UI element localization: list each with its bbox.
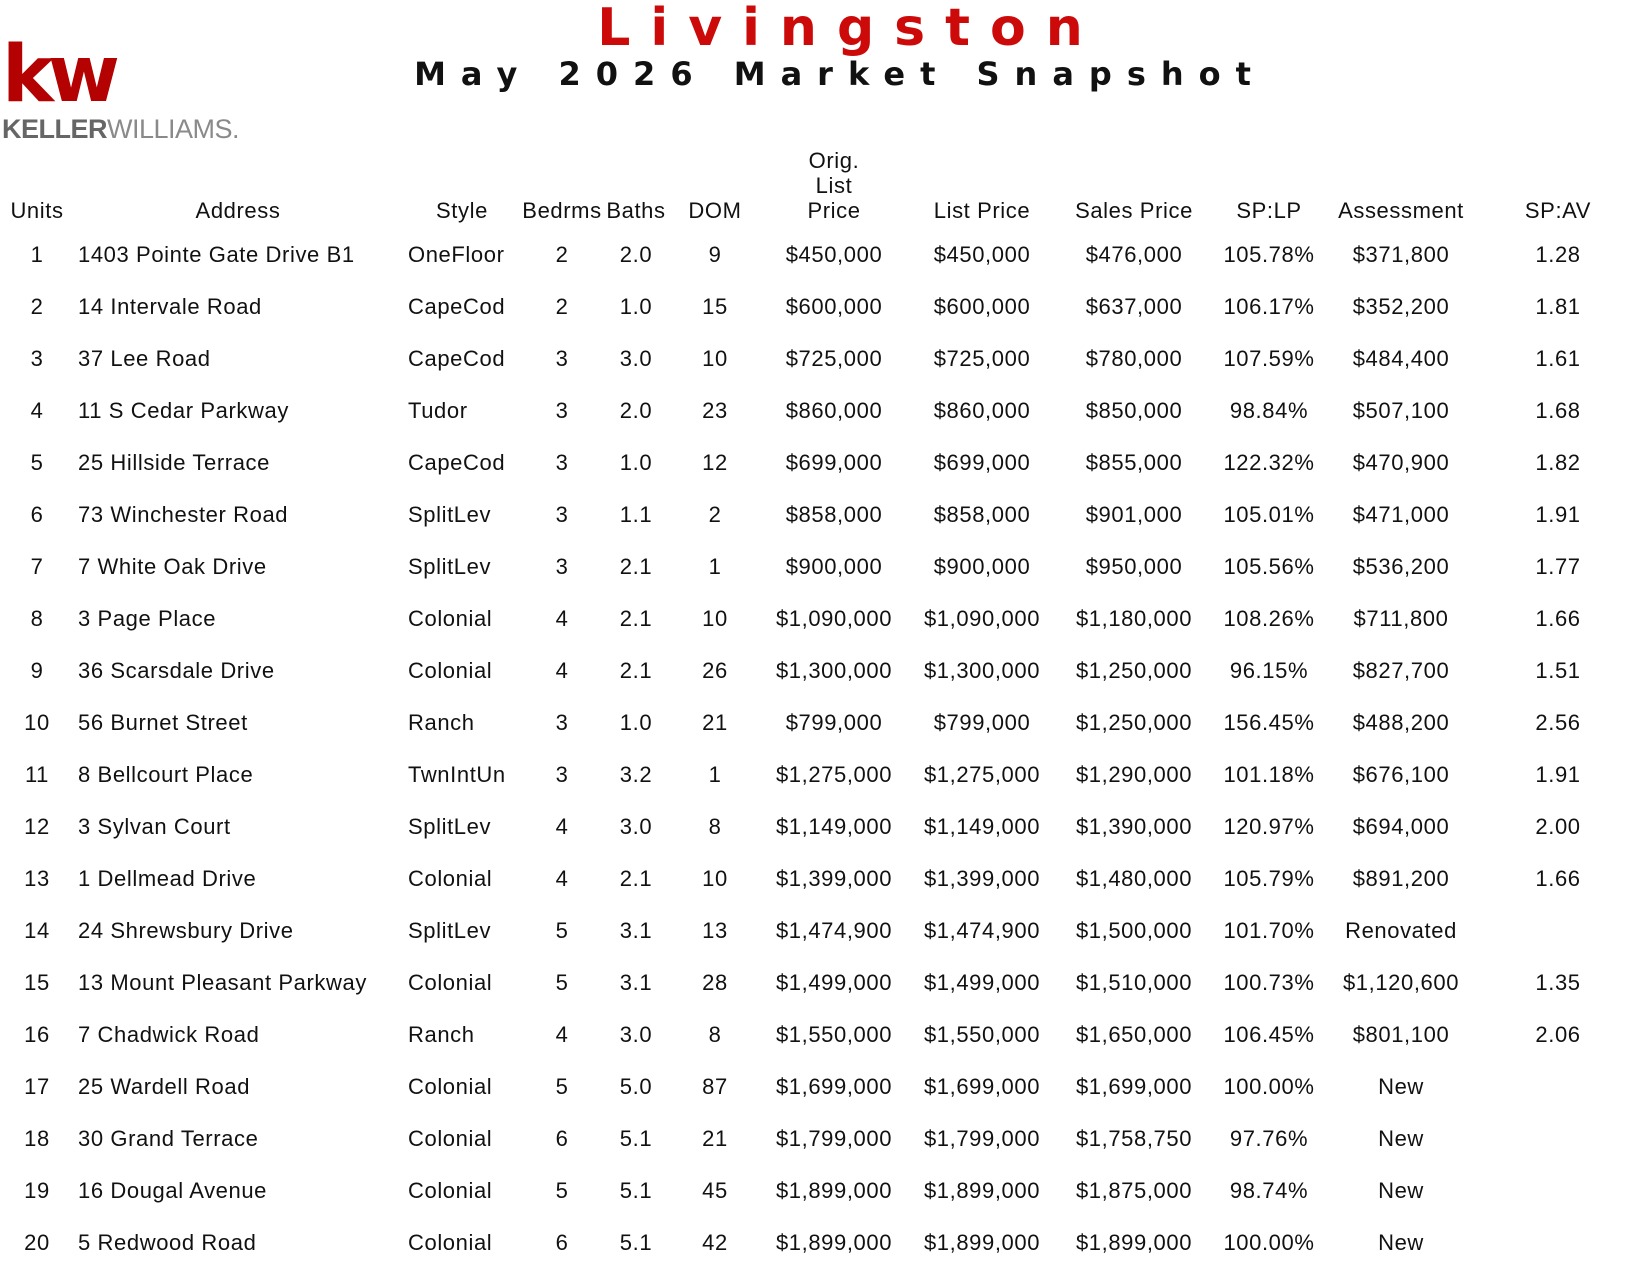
- cell-bedrooms: 3: [555, 398, 569, 423]
- cell-sp-lp: 120.97%: [1223, 814, 1315, 839]
- cell-bedrooms: 3: [555, 554, 569, 579]
- cell-sp-av: 2.00: [1535, 814, 1581, 839]
- cell-address: 25 Wardell Road: [78, 1074, 251, 1099]
- cell-baths: 2.1: [619, 866, 653, 891]
- cell-bedrooms: 3: [555, 762, 569, 787]
- cell-sales-price: $780,000: [1085, 346, 1183, 371]
- cell-address: 1403 Pointe Gate Drive B1: [78, 242, 355, 267]
- cell-baths: 2.1: [619, 606, 653, 631]
- cell-baths: 2.1: [619, 658, 653, 683]
- cell-sp-av: [1476, 1061, 1640, 1113]
- cell-baths: 5.1: [619, 1178, 653, 1203]
- cell-bedrooms: 3: [555, 346, 569, 371]
- cell-sales-price: $1,699,000: [1075, 1074, 1193, 1099]
- cell-address: 25 Hillside Terrace: [78, 450, 270, 475]
- cell-units: 9: [30, 658, 44, 683]
- cell-sp-lp: 156.45%: [1223, 710, 1315, 735]
- col-header-sales-price: Sales Price: [1075, 198, 1193, 223]
- cell-units: 15: [24, 970, 50, 995]
- cell-dom: 10: [702, 346, 728, 371]
- cell-dom: 23: [702, 398, 728, 423]
- cell-list-price: $900,000: [933, 554, 1031, 579]
- cell-address: 14 Intervale Road: [78, 294, 262, 319]
- cell-style: Ranch: [408, 1022, 475, 1047]
- col-header-orig-list-price: Orig. List Price: [807, 148, 861, 223]
- col-header-dom: DOM: [688, 198, 742, 223]
- table-row: [0, 541, 1640, 593]
- cell-style: CapeCod: [408, 450, 506, 475]
- cell-orig-list-price: $699,000: [785, 450, 883, 475]
- cell-assessment: $471,000: [1352, 502, 1450, 527]
- cell-bedrooms: 6: [555, 1126, 569, 1151]
- cell-sales-price: $1,180,000: [1075, 606, 1193, 631]
- cell-baths: 3.2: [619, 762, 653, 787]
- cell-sales-price: $1,875,000: [1075, 1178, 1193, 1203]
- cell-sp-av: 1.91: [1535, 502, 1581, 527]
- cell-address: 1 Dellmead Drive: [78, 866, 257, 891]
- cell-sales-price: $637,000: [1085, 294, 1183, 319]
- cell-orig-list-price: $1,300,000: [775, 658, 893, 683]
- cell-address: 16 Dougal Avenue: [78, 1178, 268, 1203]
- cell-units: 12: [24, 814, 50, 839]
- cell-sales-price: $1,250,000: [1075, 710, 1193, 735]
- cell-address: 11 S Cedar Parkway: [78, 398, 289, 423]
- cell-sales-price: $901,000: [1085, 502, 1183, 527]
- cell-units: 4: [30, 398, 44, 423]
- cell-baths: 5.1: [619, 1126, 653, 1151]
- cell-sp-av: 2.06: [1535, 1022, 1581, 1047]
- cell-sp-lp: 98.84%: [1229, 398, 1309, 423]
- cell-sp-lp: 96.15%: [1229, 658, 1309, 683]
- cell-bedrooms: 4: [555, 1022, 569, 1047]
- cell-sales-price: $855,000: [1085, 450, 1183, 475]
- cell-units: 8: [30, 606, 44, 631]
- cell-orig-list-price: $1,699,000: [775, 1074, 893, 1099]
- cell-dom: 13: [702, 918, 728, 943]
- cell-baths: 2.1: [619, 554, 653, 579]
- cell-list-price: $1,300,000: [923, 658, 1041, 683]
- cell-sp-lp: 100.73%: [1223, 970, 1315, 995]
- cell-assessment: $676,100: [1352, 762, 1450, 787]
- table-row: [0, 281, 1640, 333]
- cell-sp-lp: 105.56%: [1223, 554, 1315, 579]
- cell-bedrooms: 2: [555, 242, 569, 267]
- cell-sales-price: $1,290,000: [1075, 762, 1193, 787]
- cell-bedrooms: 2: [555, 294, 569, 319]
- cell-baths: 3.1: [619, 918, 653, 943]
- page-subtitle: May 2026 Market Snapshot: [414, 55, 1266, 93]
- cell-sales-price: $1,899,000: [1075, 1230, 1193, 1255]
- cell-sales-price: $1,390,000: [1075, 814, 1193, 839]
- cell-address: 3 Page Place: [78, 606, 217, 631]
- cell-orig-list-price: $1,090,000: [775, 606, 893, 631]
- cell-assessment: $352,200: [1352, 294, 1450, 319]
- cell-sp-lp: 122.32%: [1223, 450, 1315, 475]
- cell-units: 14: [24, 918, 50, 943]
- cell-assessment: $711,800: [1353, 606, 1449, 631]
- cell-bedrooms: 5: [555, 1074, 569, 1099]
- cell-list-price: $1,899,000: [923, 1178, 1041, 1203]
- cell-units: 17: [24, 1074, 50, 1099]
- table-row: [0, 385, 1640, 437]
- col-header-baths: Baths: [606, 198, 666, 223]
- cell-style: CapeCod: [408, 346, 506, 371]
- cell-sp-av: [1476, 905, 1640, 957]
- cell-units: 2: [30, 294, 44, 319]
- cell-bedrooms: 3: [555, 710, 569, 735]
- table-row: [0, 957, 1640, 1009]
- cell-baths: 5.1: [619, 1230, 653, 1255]
- cell-units: 6: [30, 502, 44, 527]
- col-header-bedrooms: Bedrms: [522, 198, 602, 223]
- cell-sales-price: $476,000: [1085, 242, 1183, 267]
- cell-address: 3 Sylvan Court: [78, 814, 231, 839]
- table-row: [0, 1009, 1640, 1061]
- cell-orig-list-price: $725,000: [785, 346, 883, 371]
- cell-style: SplitLev: [408, 554, 492, 579]
- cell-style: Colonial: [408, 606, 493, 631]
- cell-units: 3: [30, 346, 44, 371]
- cell-sp-av: 1.66: [1535, 866, 1581, 891]
- cell-orig-list-price: $900,000: [785, 554, 883, 579]
- table-row: [0, 697, 1640, 749]
- table-row: [0, 593, 1640, 645]
- cell-list-price: $725,000: [933, 346, 1031, 371]
- cell-dom: 9: [708, 242, 722, 267]
- cell-sales-price: $1,510,000: [1075, 970, 1193, 995]
- cell-orig-list-price: $1,399,000: [775, 866, 893, 891]
- market-snapshot-table: [0, 148, 1640, 1269]
- cell-dom: 10: [702, 866, 728, 891]
- cell-sp-lp: 97.76%: [1229, 1126, 1309, 1151]
- cell-sales-price: $1,480,000: [1075, 866, 1193, 891]
- table-row: [0, 905, 1640, 957]
- cell-orig-list-price: $1,499,000: [775, 970, 893, 995]
- cell-sales-price: $1,758,750: [1075, 1126, 1193, 1151]
- cell-sales-price: $850,000: [1085, 398, 1183, 423]
- table-row: [0, 1217, 1640, 1269]
- cell-units: 16: [24, 1022, 50, 1047]
- cell-assessment: $507,100: [1352, 398, 1450, 423]
- cell-dom: 12: [702, 450, 728, 475]
- cell-baths: 3.0: [619, 346, 653, 371]
- table-row: [0, 1113, 1640, 1165]
- cell-bedrooms: 3: [555, 502, 569, 527]
- kw-logo-mark: kw: [2, 30, 114, 120]
- cell-assessment: New: [1378, 1126, 1424, 1151]
- cell-assessment: $891,200: [1352, 866, 1450, 891]
- cell-units: 19: [24, 1178, 50, 1203]
- cell-orig-list-price: $1,149,000: [775, 814, 893, 839]
- col-header-units: Units: [10, 198, 64, 223]
- cell-orig-list-price: $1,899,000: [775, 1230, 893, 1255]
- table-row: [0, 1061, 1640, 1113]
- cell-orig-list-price: $858,000: [785, 502, 883, 527]
- cell-list-price: $1,550,000: [923, 1022, 1041, 1047]
- col-header-sp-lp: SP:LP: [1236, 198, 1302, 223]
- cell-sales-price: $1,250,000: [1075, 658, 1193, 683]
- cell-units: 10: [24, 710, 50, 735]
- cell-address: 7 White Oak Drive: [78, 554, 267, 579]
- cell-list-price: $799,000: [933, 710, 1031, 735]
- cell-list-price: $1,899,000: [923, 1230, 1041, 1255]
- cell-sp-lp: 106.45%: [1223, 1022, 1315, 1047]
- cell-orig-list-price: $1,474,900: [775, 918, 893, 943]
- cell-sp-av: [1476, 1113, 1640, 1165]
- cell-sp-lp: 107.59%: [1223, 346, 1315, 371]
- cell-units: 18: [24, 1126, 50, 1151]
- cell-dom: 21: [702, 1126, 728, 1151]
- cell-bedrooms: 4: [555, 866, 569, 891]
- cell-address: 36 Scarsdale Drive: [78, 658, 275, 683]
- cell-assessment: New: [1378, 1074, 1424, 1099]
- cell-dom: 8: [708, 814, 722, 839]
- table-row: [0, 749, 1640, 801]
- cell-sp-av: 1.82: [1535, 450, 1581, 475]
- cell-list-price: $600,000: [933, 294, 1031, 319]
- cell-bedrooms: 4: [555, 658, 569, 683]
- cell-assessment: New: [1378, 1178, 1424, 1203]
- cell-sp-av: 1.28: [1535, 242, 1581, 267]
- cell-baths: 1.0: [619, 294, 653, 319]
- cell-orig-list-price: $1,799,000: [775, 1126, 893, 1151]
- cell-list-price: $1,149,000: [923, 814, 1041, 839]
- cell-sp-lp: 98.74%: [1229, 1178, 1309, 1203]
- cell-style: SplitLev: [408, 918, 492, 943]
- table-row: [0, 645, 1640, 697]
- cell-orig-list-price: $1,899,000: [775, 1178, 893, 1203]
- table-row: [0, 437, 1640, 489]
- cell-assessment: $827,700: [1352, 658, 1450, 683]
- cell-orig-list-price: $860,000: [785, 398, 883, 423]
- cell-assessment: $536,200: [1352, 554, 1450, 579]
- cell-sales-price: $950,000: [1085, 554, 1183, 579]
- cell-dom: 21: [702, 710, 728, 735]
- cell-style: Colonial: [408, 866, 493, 891]
- cell-bedrooms: 4: [555, 814, 569, 839]
- wordmark-williams: WILLIAMS.: [107, 114, 240, 144]
- cell-units: 5: [30, 450, 44, 475]
- cell-sp-av: 2.56: [1535, 710, 1581, 735]
- cell-baths: 2.0: [619, 242, 653, 267]
- cell-list-price: $1,799,000: [923, 1126, 1041, 1151]
- cell-sp-lp: 106.17%: [1223, 294, 1315, 319]
- table-row: [0, 333, 1640, 385]
- cell-dom: 87: [702, 1074, 728, 1099]
- cell-units: 20: [24, 1230, 50, 1255]
- col-header-style: Style: [436, 198, 488, 223]
- cell-style: Colonial: [408, 1230, 493, 1255]
- page-title: Livingston: [597, 0, 1103, 58]
- cell-style: SplitLev: [408, 502, 492, 527]
- cell-dom: 15: [702, 294, 728, 319]
- cell-list-price: $1,399,000: [923, 866, 1041, 891]
- table-row: [0, 229, 1640, 281]
- cell-baths: 2.0: [619, 398, 653, 423]
- cell-dom: 8: [708, 1022, 722, 1047]
- cell-units: 1: [30, 242, 44, 267]
- table-row: [0, 853, 1640, 905]
- cell-style: SplitLev: [408, 814, 492, 839]
- cell-baths: 3.0: [619, 814, 653, 839]
- table-body: [0, 229, 1640, 1269]
- cell-assessment: $371,800: [1352, 242, 1450, 267]
- cell-dom: 45: [702, 1178, 728, 1203]
- cell-sp-av: 1.51: [1535, 658, 1581, 683]
- cell-sp-lp: 105.01%: [1223, 502, 1315, 527]
- cell-bedrooms: 4: [555, 606, 569, 631]
- cell-baths: 1.1: [619, 502, 653, 527]
- cell-orig-list-price: $600,000: [785, 294, 883, 319]
- cell-list-price: $699,000: [933, 450, 1031, 475]
- cell-style: Ranch: [408, 710, 475, 735]
- cell-dom: 2: [708, 502, 722, 527]
- table-row: [0, 489, 1640, 541]
- cell-address: 73 Winchester Road: [78, 502, 289, 527]
- cell-sp-av: 1.91: [1535, 762, 1581, 787]
- col-header-list-price: List Price: [933, 198, 1031, 223]
- cell-units: 13: [24, 866, 50, 891]
- cell-sp-lp: 105.79%: [1223, 866, 1315, 891]
- cell-style: Colonial: [408, 970, 493, 995]
- cell-dom: 10: [702, 606, 728, 631]
- cell-sp-av: 1.66: [1535, 606, 1581, 631]
- cell-address: 7 Chadwick Road: [78, 1022, 260, 1047]
- cell-address: 24 Shrewsbury Drive: [78, 918, 294, 943]
- cell-sp-av: [1476, 1217, 1640, 1269]
- cell-style: CapeCod: [408, 294, 506, 319]
- cell-units: 11: [24, 762, 50, 787]
- cell-list-price: $858,000: [933, 502, 1031, 527]
- cell-list-price: $1,699,000: [923, 1074, 1041, 1099]
- cell-sales-price: $1,500,000: [1075, 918, 1193, 943]
- cell-list-price: $1,275,000: [923, 762, 1041, 787]
- cell-dom: 42: [702, 1230, 728, 1255]
- cell-style: OneFloor: [408, 242, 505, 267]
- cell-style: Colonial: [408, 658, 493, 683]
- cell-dom: 1: [708, 554, 722, 579]
- cell-list-price: $450,000: [933, 242, 1031, 267]
- table-row: [0, 1165, 1640, 1217]
- cell-baths: 5.0: [619, 1074, 653, 1099]
- cell-sp-lp: 101.18%: [1223, 762, 1315, 787]
- wordmark-keller: KELLER: [2, 114, 107, 144]
- cell-sp-lp: 105.78%: [1223, 242, 1315, 267]
- cell-list-price: $1,090,000: [923, 606, 1041, 631]
- cell-sp-av: 1.77: [1535, 554, 1581, 579]
- cell-orig-list-price: $450,000: [785, 242, 883, 267]
- cell-baths: 1.0: [619, 710, 653, 735]
- cell-address: 8 Bellcourt Place: [78, 762, 254, 787]
- cell-sp-av: [1476, 1165, 1640, 1217]
- cell-orig-list-price: $799,000: [785, 710, 883, 735]
- col-header-address: Address: [195, 198, 281, 223]
- cell-baths: 3.0: [619, 1022, 653, 1047]
- cell-address: 37 Lee Road: [78, 346, 211, 371]
- cell-style: Colonial: [408, 1178, 493, 1203]
- cell-assessment: $1,120,600: [1342, 970, 1460, 995]
- cell-address: 56 Burnet Street: [78, 710, 248, 735]
- cell-dom: 1: [708, 762, 722, 787]
- cell-baths: 1.0: [619, 450, 653, 475]
- table-header-row: [0, 148, 1640, 229]
- cell-assessment: Renovated: [1345, 918, 1457, 943]
- keller-williams-wordmark: [2, 114, 239, 144]
- cell-bedrooms: 5: [555, 970, 569, 995]
- cell-sales-price: $1,650,000: [1075, 1022, 1193, 1047]
- cell-sp-lp: 100.00%: [1223, 1230, 1315, 1255]
- cell-list-price: $860,000: [933, 398, 1031, 423]
- cell-sp-lp: 100.00%: [1223, 1074, 1315, 1099]
- keller-williams-logo: [2, 30, 242, 146]
- cell-style: TwnIntUn: [408, 762, 506, 787]
- cell-assessment: $801,100: [1352, 1022, 1450, 1047]
- cell-orig-list-price: $1,550,000: [775, 1022, 893, 1047]
- cell-bedrooms: 5: [555, 1178, 569, 1203]
- cell-orig-list-price: $1,275,000: [775, 762, 893, 787]
- cell-list-price: $1,499,000: [923, 970, 1041, 995]
- cell-dom: 28: [702, 970, 728, 995]
- cell-address: 13 Mount Pleasant Parkway: [78, 970, 367, 995]
- cell-sp-av: 1.81: [1535, 294, 1581, 319]
- table-row: [0, 801, 1640, 853]
- col-header-assessment: Assessment: [1338, 198, 1464, 223]
- cell-bedrooms: 6: [555, 1230, 569, 1255]
- cell-style: Colonial: [408, 1074, 493, 1099]
- cell-sp-lp: 101.70%: [1223, 918, 1315, 943]
- cell-dom: 26: [702, 658, 728, 683]
- cell-assessment: $488,200: [1352, 710, 1450, 735]
- cell-style: Colonial: [408, 1126, 493, 1151]
- col-header-sp-av: SP:AV: [1524, 198, 1592, 223]
- cell-sp-av: 1.61: [1535, 346, 1581, 371]
- cell-baths: 3.1: [619, 970, 653, 995]
- cell-assessment: $470,900: [1352, 450, 1450, 475]
- cell-list-price: $1,474,900: [923, 918, 1041, 943]
- cell-assessment: $484,400: [1352, 346, 1450, 371]
- cell-address: 30 Grand Terrace: [78, 1126, 259, 1151]
- cell-style: Tudor: [408, 398, 468, 423]
- cell-sp-lp: 108.26%: [1223, 606, 1315, 631]
- cell-assessment: $694,000: [1352, 814, 1450, 839]
- cell-bedrooms: 3: [555, 450, 569, 475]
- cell-sp-av: 1.68: [1535, 398, 1581, 423]
- cell-assessment: New: [1378, 1230, 1424, 1255]
- cell-address: 5 Redwood Road: [78, 1230, 257, 1255]
- cell-bedrooms: 5: [555, 918, 569, 943]
- cell-sp-av: 1.35: [1535, 970, 1581, 995]
- cell-units: 7: [30, 554, 44, 579]
